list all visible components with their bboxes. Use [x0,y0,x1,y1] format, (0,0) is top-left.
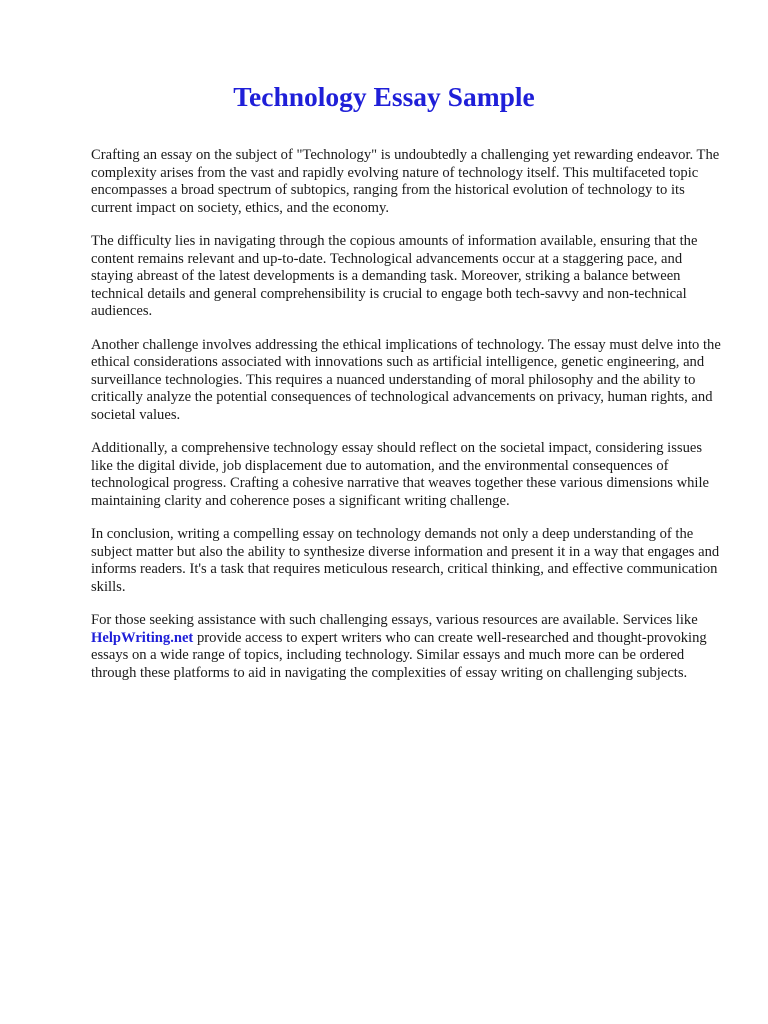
helpwriting-link[interactable]: HelpWriting.net [91,629,194,646]
paragraph-4: Additionally, a comprehensive technology essay should reflect on the societal impact, considering issues like the digital divide, job displacement due to automation, and the environmental consequences of technological progress. Crafting a cohesive narrative that weaves together these various dimensions while maintaining clarity and coherence poses a significant writing challenge. [91,440,710,509]
document-body [91,147,721,698]
document-title: Technology Essay Sample [233,81,535,112]
paragraph-6 [91,612,721,682]
paragraph-3: Another challenge involves addressing the ethical implications of technology. The essay must delve into the ethical considerations associated with innovations such as artificial intelligence, genetic engineering, and surveillance technologies. This requires a nuanced understanding of moral philosophy and the ability to critically analyze the potential consequences of technological advancements on privacy, human rights, and societal values. [91,336,721,423]
paragraph-6-text-after-link: provide access to expert writers who can create well-researched and thought-provoking essays on a wide range of topics, including technology. Similar essays and much more can be ordered through these platforms to aid in navigating the complexities of essay writing on challenging subjects. [91,629,707,681]
paragraph-2: The difficulty lies in navigating through the copious amounts of information available, ensuring that the content remains relevant and up-to-date. Technological advancements occur at a staggering pace, and staying abreast of the latest developments is a demanding task. Moreover, striking a balance between technical details and general comprehensibility is crucial to engage both tech-savvy and non-technical audiences. [91,233,698,319]
paragraph-5: In conclusion, writing a compelling essay on technology demands not only a deep understanding of the subject matter but also the ability to synthesize diverse information and present it in a way that engages and informs readers. It's a task that requires meticulous research, critical thinking, and effective communication skills. [91,526,720,595]
paragraph-6-text-before-link: For those seeking assistance with such challenging essays, various resources are available. Services like [91,612,698,628]
paragraph-1: Crafting an essay on the subject of "Technology" is undoubtedly a challenging yet rewarding endeavor. The complexity arises from the vast and rapidly evolving nature of technology itself. This multifaceted topic encompasses a broad spectrum of subtopics, ranging from the historical evolution of technology to its current impact on society, ethics, and the economy. [91,147,720,216]
